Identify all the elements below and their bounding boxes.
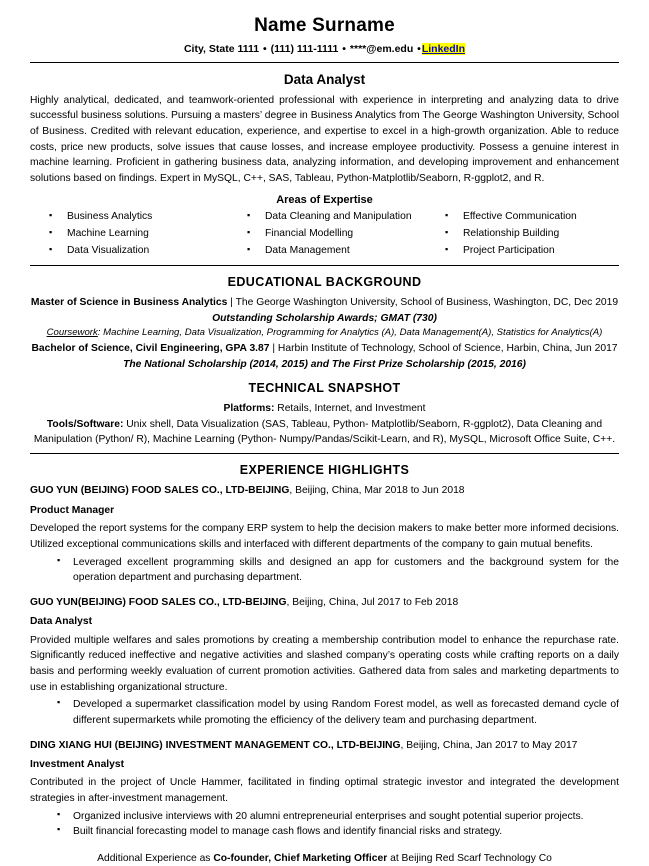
contact-separator-1: • <box>263 42 267 55</box>
tools-line <box>30 417 619 448</box>
bachelors-line <box>30 341 619 356</box>
coursework-label: Coursework <box>46 327 98 339</box>
job-description: Contributed in the project of Uncle Hammer, facilitated in finding optimal strategic investor and integrated the development strategies in after-investment management. <box>30 777 619 805</box>
job-achievement: ▪ Organized inclusive interviews with 20 alumni entrepreneurial enterprises and sought potential superior projects. <box>57 809 619 825</box>
masters-degree: Master of Science in Business Analytics <box>30 297 228 309</box>
job-meta: , Beijing, China, Jul 2017 to Feb 2018 <box>286 596 459 608</box>
job-header <box>30 483 619 498</box>
technical-heading: TECHNICAL SNAPSHOT <box>248 381 401 396</box>
education-heading: EDUCATIONAL BACKGROUND <box>227 275 422 290</box>
contact-separator-3: • <box>417 42 421 55</box>
coursework-line <box>30 326 619 341</box>
expertise-item: ▪ Project Participation <box>444 243 619 260</box>
job-entry <box>30 738 619 840</box>
bachelors-pipe: | <box>269 343 278 355</box>
contact-phone: (111) 111-1111 <box>270 42 339 55</box>
technical-divider <box>30 453 619 454</box>
expertise-column-2 <box>246 209 444 259</box>
additional-role: Co-founder, Chief Marketing Officer <box>213 853 388 864</box>
platforms-line <box>30 401 619 416</box>
job-achievement-list <box>30 555 619 586</box>
expertise-item: ▪ Effective Communication <box>444 209 619 226</box>
contact-email: ****@em.edu <box>349 42 414 55</box>
platforms-label: Platforms: <box>223 403 275 415</box>
job-meta: , Beijing, China, Jan 2017 to May 2017 <box>400 739 578 751</box>
job-role: Product Manager <box>30 504 115 516</box>
masters-awards: Outstanding Scholarship Awards; GMAT (730) <box>212 312 437 324</box>
masters-pipe: | <box>227 297 236 309</box>
bachelors-awards: The National Scholarship (2014, 2015) and The First Prize Scholarship (2015, 2016) <box>123 358 526 370</box>
job-description: Developed the report systems for the company ERP system to help the decision makers to make better more informed decisions. Utilized exceptional communications skills and interfaced with different departments of the company to gain mutual benefits. <box>30 523 619 550</box>
additional-suffix: at Beijing Red Scarf Technology Co <box>387 853 552 864</box>
expertise-column-3 <box>444 209 619 259</box>
job-role: Investment Analyst <box>30 759 125 770</box>
masters-line <box>30 295 619 310</box>
contact-location: City, State 1111 <box>183 42 260 55</box>
additional-prefix: Additional Experience as <box>97 853 214 864</box>
job-description: Provided multiple welfares and sales promotions by creating a membership contribution model to enhance the repurchase rate. Significantly reduced ineffective and negative activities and slashed company’s operating costs while crafting reports on a daily basis and performing weekly evaluation of current promotion activities. Gathered data from sales and marketing departments to use in establishing organizational structure. <box>30 634 619 693</box>
job-company: DING XIANG HUI (BEIJING) INVESTMENT MANAGEMENT CO., LTD-BEIJING <box>30 739 401 751</box>
expertise-item: ▪ Financial Modelling <box>246 226 444 243</box>
job-company: GUO YUN(BEIJING) FOOD SALES CO., LTD-BEIJING <box>30 596 287 608</box>
expertise-item: ▪ Machine Learning <box>48 226 246 243</box>
summary-paragraph: Highly analytical, dedicated, and teamwork-oriented professional with experience in interpreting and analyzing data to drive successful business solutions. Pursuing a masters’ degree in Business Analytics from The George Washington University, School of Business. Credited with relevant education, experience, and expertise to excel in a high-growth organization. Able to reduce costs, price new products, solve issues that cause losses, and increase employee productivity. Possess a genuine interest in machine learning. Proficient in gathering business data, analyzing information, and developing improvement and enhancement solutions based on findings. Expert in MySQL, C++, SAS, Tableau, Python-Matplotlib/Seaborn, R-ggplot2, and R. <box>30 94 619 184</box>
bachelors-awards-line <box>30 357 619 372</box>
page-title: Data Analyst <box>283 72 366 88</box>
job-entry <box>30 483 619 585</box>
job-achievement: ▪ Developed a supermarket classification model by using Random Forest model, as well as forecasted demand cycle of different supermarkets while promoting the efficiency of the delivery team and purchasing department. <box>57 697 619 728</box>
expertise-item: ▪ Business Analytics <box>48 209 246 226</box>
job-meta: , Beijing, China, Mar 2018 to Jun 2018 <box>289 485 465 497</box>
header-divider <box>30 62 619 63</box>
contact-separator-2: • <box>342 42 346 55</box>
job-company: GUO YUN (BEIJING) FOOD SALES CO., LTD-BEIJING <box>30 485 290 497</box>
expertise-divider <box>30 265 619 266</box>
job-header <box>30 738 619 753</box>
resume-page <box>0 14 649 864</box>
masters-awards-line <box>30 311 619 326</box>
candidate-name: Name Surname <box>254 15 395 36</box>
coursework-text: : Machine Learning, Data Visualization, Programming for Analytics (A), Data Management(A), Statistics for Analytics(A) <box>97 327 603 339</box>
expertise-item: ▪ Data Visualization <box>48 243 246 260</box>
experience-heading: EXPERIENCE HIGHLIGHTS <box>239 463 410 478</box>
expertise-heading: Areas of Expertise <box>276 194 373 207</box>
expertise-columns <box>30 209 619 259</box>
linkedin-link[interactable]: LinkedIn <box>421 42 466 55</box>
job-entry <box>30 595 619 729</box>
additional-experience-line <box>30 851 619 866</box>
tools-value: Unix shell, Data Visualization (SAS, Tableau, Python- Matplotlib/Seaborn, R-ggplot2), Data Cleaning and Manipulation (Python/ R), Machine Learning (Python- Numpy/Pandas/Scikit-Learn, and R), MySQL, Microsoft Office Suite, C++. <box>33 418 616 445</box>
expertise-item: ▪ Data Management <box>246 243 444 260</box>
job-achievement: ▪ Built financial forecasting model to manage cash flows and identify financial risks and strategy. <box>57 824 619 840</box>
job-header <box>30 595 619 610</box>
job-achievement-list <box>30 697 619 728</box>
job-achievement: ▪ Leveraged excellent programming skills and designed an app for customers and the background system for the operation department and purchasing department. <box>57 555 619 586</box>
masters-institution: The George Washington University, School of Business, Washington, DC, Dec 2019 <box>235 297 619 309</box>
job-role: Data Analyst <box>30 616 92 628</box>
job-achievement-list <box>30 809 619 840</box>
expertise-item: ▪ Data Cleaning and Manipulation <box>246 209 444 226</box>
bachelors-institution: Harbin Institute of Technology, School of Science, Harbin, China, Jun 2017 <box>277 343 618 355</box>
bachelors-degree: Bachelor of Science, Civil Engineering, GPA 3.87 <box>31 343 270 355</box>
platforms-value: Retails, Internet, and Investment <box>274 403 426 415</box>
expertise-column-1 <box>48 209 246 259</box>
expertise-item: ▪ Relationship Building <box>444 226 619 243</box>
contact-line <box>30 42 619 57</box>
tools-label: Tools/Software: <box>46 418 124 430</box>
